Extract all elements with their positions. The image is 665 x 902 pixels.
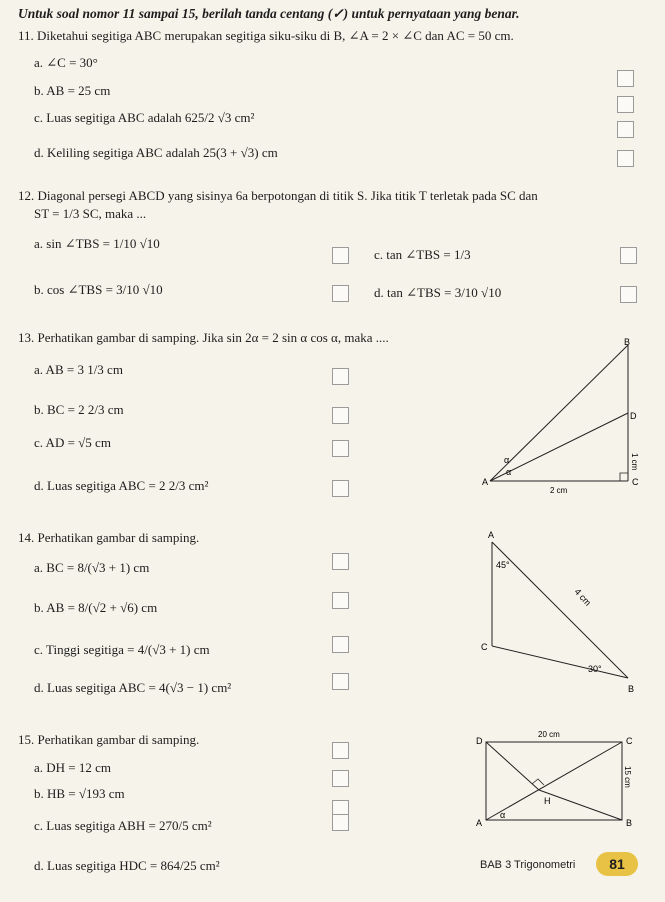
q12-checkbox-b[interactable] xyxy=(332,285,349,302)
q13-option-d: d. Luas segitiga ABC = 2 2/3 cm² xyxy=(34,478,209,493)
q15-checkbox-b[interactable] xyxy=(332,770,349,787)
q15-checkbox-d[interactable] xyxy=(332,814,349,831)
q12-checkbox-c[interactable] xyxy=(620,247,637,264)
q13-alpha-1: α xyxy=(504,455,510,465)
q13-option-a: a. AB = 3 1/3 cm xyxy=(34,362,123,377)
q13-checkbox-c[interactable] xyxy=(332,440,349,457)
q13-option-b: b. BC = 2 2/3 cm xyxy=(34,402,124,417)
q15-side-CB: 15 cm xyxy=(623,766,632,788)
q13-checkbox-a[interactable] xyxy=(332,368,349,385)
q14-side-AB: 4 cm xyxy=(572,586,594,608)
q15-label-H: H xyxy=(544,796,551,806)
q14-label-A: A xyxy=(488,530,495,540)
q15-alpha: α xyxy=(500,810,506,820)
q15-option-d: d. Luas segitiga HDC = 864/25 cm² xyxy=(34,858,220,873)
q15-label-A: A xyxy=(476,818,483,828)
q14-option-a: a. BC = 8/(√3 + 1) cm xyxy=(34,560,150,575)
q12-option-d: d. tan ∠TBS = 3/10 √10 xyxy=(374,285,502,300)
q11-option-b: b. AB = 25 cm xyxy=(34,83,111,98)
page-number: 81 xyxy=(596,852,638,876)
q11-checkbox-d[interactable] xyxy=(617,150,634,167)
q13-stem: 13. Perhatikan gambar di samping. Jika sin 2α = 2 sin α cos α, maka .... xyxy=(18,330,389,345)
q14-label-C: C xyxy=(481,642,488,652)
q11-option-d: d. Keliling segitiga ABC adalah 25(3 + √3) cm xyxy=(34,145,278,160)
q15-rectangle-figure xyxy=(470,728,650,834)
q15-side-DC: 20 cm xyxy=(538,730,560,739)
q11-option-a: a. ∠C = 30° xyxy=(34,55,98,70)
q13-label-A: A xyxy=(482,477,489,487)
q14-checkbox-a[interactable] xyxy=(332,553,349,570)
q13-checkbox-d[interactable] xyxy=(332,480,349,497)
q15-checkbox-a[interactable] xyxy=(332,742,349,759)
q15-label-D: D xyxy=(476,736,483,746)
q14-angle-B: 30° xyxy=(588,664,602,674)
q13-checkbox-b[interactable] xyxy=(332,407,349,424)
q15-option-b: b. HB = √193 cm xyxy=(34,786,125,801)
q13-alpha-2: α xyxy=(506,467,512,477)
q15-label-B: B xyxy=(626,818,633,828)
q15-option-c: c. Luas segitiga ABH = 270/5 cm² xyxy=(34,818,212,833)
q15-label-C: C xyxy=(626,736,633,746)
q13-triangle-figure xyxy=(478,335,650,495)
q12-checkbox-a[interactable] xyxy=(332,247,349,264)
instruction-header: Untuk soal nomor 11 sampai 15, berilah tanda centang (✓) untuk pernyataan yang benar. xyxy=(18,6,520,21)
q14-label-B: B xyxy=(628,684,635,694)
q12-option-a: a. sin ∠TBS = 1/10 √10 xyxy=(34,236,160,251)
q13-option-c: c. AD = √5 cm xyxy=(34,435,111,450)
q11-checkbox-c[interactable] xyxy=(617,121,634,138)
q13-label-C: C xyxy=(632,477,639,487)
q13-side-DC: 1 cm xyxy=(630,453,639,471)
q14-option-c: c. Tinggi segitiga = 4/(√3 + 1) cm xyxy=(34,642,210,657)
q14-option-d: d. Luas segitiga ABC = 4(√3 − 1) cm² xyxy=(34,680,232,695)
q12-stem-line1: 12. Diagonal persegi ABCD yang sisinya 6a berpotongan di titik S. Jika titik T terletak pada SC dan xyxy=(18,188,538,203)
q14-checkbox-c[interactable] xyxy=(332,636,349,653)
q14-stem: 14. Perhatikan gambar di samping. xyxy=(18,530,200,545)
q11-checkbox-a[interactable] xyxy=(617,70,634,87)
footer-chapter: BAB 3 Trigonometri xyxy=(480,859,576,871)
q12-option-b: b. cos ∠TBS = 3/10 √10 xyxy=(34,282,163,297)
q14-angle-A: 45° xyxy=(496,560,510,570)
q13-label-B: B xyxy=(624,337,631,347)
q12-stem-line2: ST = 1/3 SC, maka ... xyxy=(34,206,147,221)
q14-checkbox-b[interactable] xyxy=(332,592,349,609)
q14-option-b: b. AB = 8/(√2 + √6) cm xyxy=(34,600,158,615)
q12-checkbox-d[interactable] xyxy=(620,286,637,303)
q13-label-D: D xyxy=(630,411,637,421)
q15-option-a: a. DH = 12 cm xyxy=(34,760,112,775)
q14-checkbox-d[interactable] xyxy=(332,673,349,690)
q15-stem: 15. Perhatikan gambar di samping. xyxy=(18,732,200,747)
q14-triangle-figure xyxy=(478,528,650,698)
q11-option-c: c. Luas segitiga ABC adalah 625/2 √3 cm² xyxy=(34,110,255,125)
q12-option-c: c. tan ∠TBS = 1/3 xyxy=(374,247,471,262)
q11-checkbox-b[interactable] xyxy=(617,96,634,113)
q11-stem: 11. Diketahui segitiga ABC merupakan segitiga siku-siku di B, ∠A = 2 × ∠C dan AC = 50 cm. xyxy=(18,28,514,43)
q13-side-AC: 2 cm xyxy=(550,486,568,495)
